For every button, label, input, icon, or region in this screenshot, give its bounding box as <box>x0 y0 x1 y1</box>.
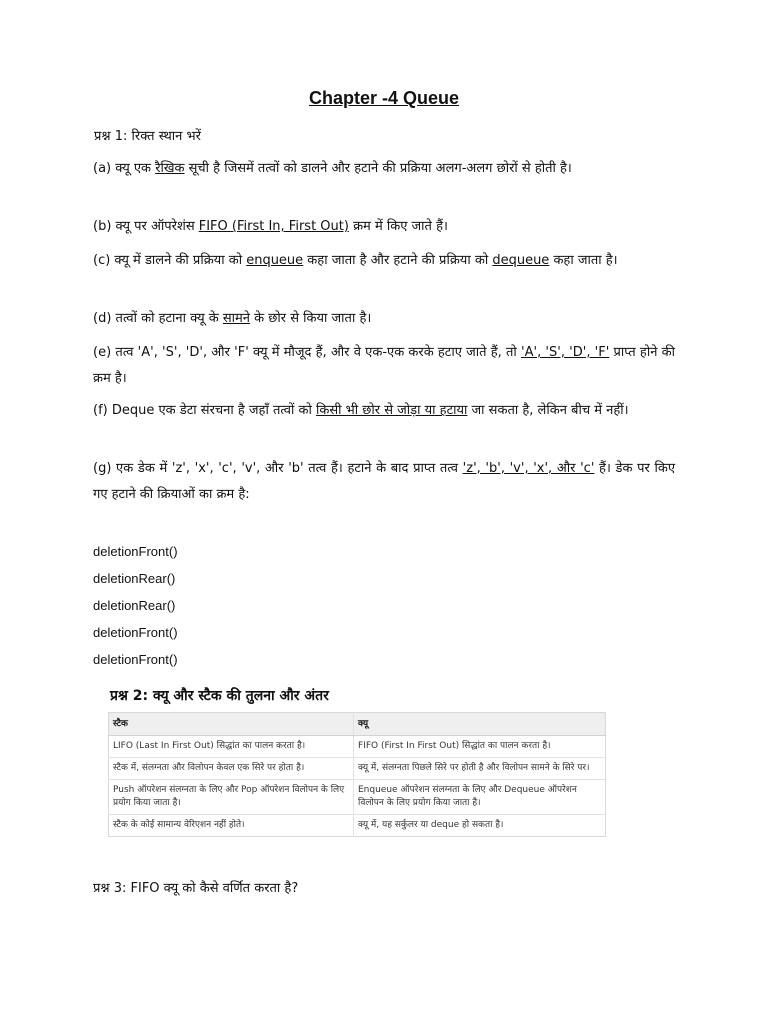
table-row <box>109 736 606 758</box>
column-header-stack: स्टैक <box>109 713 354 736</box>
comparison-table <box>108 712 606 837</box>
statement-g-text-end: हैं। डेक पर किए गए हटाने की क्रियाओं का क्रम है: <box>93 461 676 502</box>
statement-b-text-end: क्रम में किए जाते हैं। <box>348 219 448 234</box>
column-header-queue: क्यू <box>354 713 606 736</box>
table-cell: LIFO (Last In First Out) सिद्धांत का पालन करता है। <box>109 736 354 758</box>
question-2-heading: प्रश्न 2: क्यू और स्टैक की तुलना और अंतर <box>110 688 329 704</box>
statement-b <box>93 214 675 240</box>
operation-line: deletionRear() <box>93 598 176 613</box>
table-cell: क्यू में, संलग्नता पिछले सिरे पर होती है और विलोपन सामने के सिरे पर। <box>354 758 606 780</box>
table-cell: क्यू में, यह सर्कुलर या deque हो सकता है। <box>354 815 606 837</box>
statement-c-answer-1: enqueue <box>246 253 304 268</box>
table-row <box>109 780 606 815</box>
question-1-heading: प्रश्न 1: रिक्त स्थान भरें <box>94 129 201 144</box>
operation-line: deletionFront() <box>93 544 178 559</box>
statement-f-answer: किसी भी छोर से जोड़ा या हटाया <box>316 403 468 418</box>
operation-line: deletionFront() <box>93 652 178 667</box>
table-header-row <box>109 713 606 736</box>
table-cell: Push ऑपरेशन संलग्नता के लिए और Pop ऑपरेशन विलोपन के लिए प्रयोग किया जाता है। <box>109 780 354 815</box>
table-row <box>109 758 606 780</box>
statement-g-text: (g) एक डेक में 'z', 'x', 'c', 'v', और 'b' तत्व हैं। हटाने के बाद प्राप्त तत्व <box>93 461 463 476</box>
statement-a <box>93 156 675 182</box>
statement-b-answer: FIFO (First In, First Out) <box>198 219 349 234</box>
table-cell: FIFO (First In First Out) सिद्धांत का पालन करता है। <box>354 736 606 758</box>
table-cell: Enqueue ऑपरेशन संलग्नता के लिए और Dequeue ऑपरेशन विलोपन के लिए प्रयोग किया जाता है। <box>354 780 606 815</box>
statement-g-answer: 'z', 'b', 'v', 'x', और 'c' <box>462 461 595 476</box>
statement-g <box>93 456 675 508</box>
statement-f-text: (f) Deque एक डेटा संरचना है जहाँ तत्वों को <box>93 403 317 418</box>
statement-c-text-mid: कहा जाता है और हटाने की प्रक्रिया को <box>303 253 493 268</box>
question-3-heading: प्रश्न 3: FIFO क्यू को कैसे वर्णित करता है? <box>93 881 299 896</box>
statement-c-text-end: कहा जाता है। <box>549 253 618 268</box>
statement-e-answer: 'A', 'S', 'D', 'F' <box>521 345 610 360</box>
statement-a-answer: रैखिक <box>155 161 185 176</box>
statement-b-text: (b) क्यू पर ऑपरेशंस <box>93 219 199 234</box>
statement-d-answer: सामने <box>222 311 251 326</box>
statement-d-text-end: के छोर से किया जाता है। <box>250 311 372 326</box>
operation-line: deletionRear() <box>93 571 176 586</box>
table-cell: स्टैक में, संलग्नता और विलोपन केवल एक सिरे पर होता है। <box>109 758 354 780</box>
statement-c-answer-2: dequeue <box>492 253 550 268</box>
statement-f-text-end: जा सकता है, लेकिन बीच में नहीं। <box>467 403 629 418</box>
statement-c <box>93 248 675 274</box>
statement-d <box>93 306 675 332</box>
statement-a-text-end: सूची है जिसमें तत्वों को डालने और हटाने की प्रक्रिया अलग-अलग छोरों से होती है। <box>184 161 572 176</box>
table-cell: स्टैक के कोई सामान्य वेरिएशन नहीं होते। <box>109 815 354 837</box>
statement-e-text: (e) तत्व 'A', 'S', 'D', और 'F' क्यू में मौजूद हैं, और वे एक-एक करके हटाए जाते हैं, तो <box>93 345 522 360</box>
statement-c-text: (c) क्यू में डालने की प्रक्रिया को <box>93 253 247 268</box>
statement-d-text: (d) तत्वों को हटाना क्यू के <box>93 311 223 326</box>
operation-line: deletionFront() <box>93 625 178 640</box>
statement-e <box>93 340 675 392</box>
table-row <box>109 815 606 837</box>
statement-f <box>93 398 675 424</box>
statement-e-text-end: प्राप्त होने की क्रम है। <box>93 345 675 386</box>
statement-a-text: (a) क्यू एक <box>93 161 156 176</box>
page-title: Chapter -4 Queue <box>308 88 460 108</box>
